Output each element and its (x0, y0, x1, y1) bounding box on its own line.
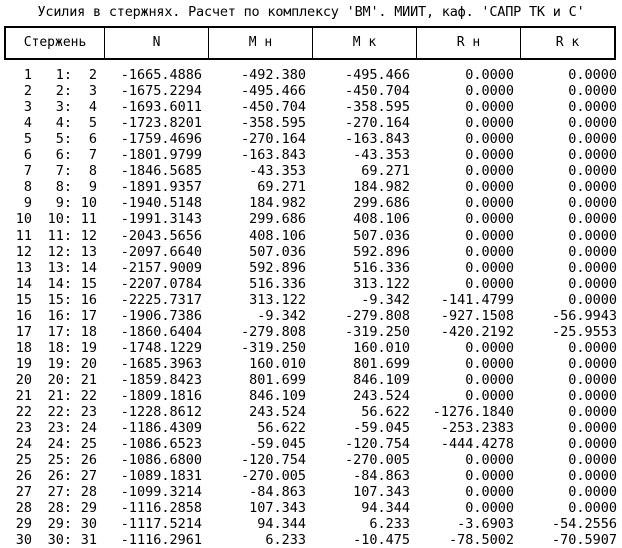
row-index: 23 (15, 420, 32, 437)
cell-r-start: 0.0000 (465, 468, 514, 485)
cell-r-start: -141.4799 (440, 291, 514, 308)
cell-r-start: -3.6903 (457, 516, 514, 533)
start-node: 24: (47, 436, 72, 453)
cell-m-end: -270.164 (344, 115, 410, 132)
row-index: 10 (15, 211, 32, 228)
table-row (0, 532, 622, 548)
cell-m-start: 846.109 (249, 388, 306, 404)
cell-m-start: 313.122 (249, 291, 306, 308)
cell-m-start: -358.595 (240, 115, 306, 132)
table-row (0, 195, 622, 211)
cell-r-end: 0.0000 (568, 259, 617, 276)
cell-m-start: -319.250 (240, 339, 306, 356)
table-row (0, 211, 622, 227)
end-node: 7 (88, 147, 97, 164)
end-node: 26 (80, 452, 97, 469)
header-member: Стержень (6, 28, 105, 58)
cell-r-start: 0.0000 (465, 452, 514, 469)
table-row (0, 436, 622, 452)
table-row (0, 163, 622, 179)
table-row (0, 468, 622, 484)
start-node: 2: (55, 83, 72, 100)
end-node: 13 (80, 243, 97, 260)
cell-m-start: 107.343 (249, 500, 306, 517)
cell-r-start: -1276.1840 (432, 404, 514, 421)
cell-r-start: 0.0000 (465, 163, 514, 180)
end-node: 11 (80, 211, 97, 228)
cell-r-end: 0.0000 (568, 99, 617, 116)
cell-r-end: -70.5907 (551, 532, 617, 548)
cell-m-end: 313.122 (353, 275, 410, 292)
start-node: 11: (47, 227, 72, 244)
cell-n: -1759.4696 (120, 131, 202, 148)
cell-m-end: 408.106 (353, 211, 410, 228)
cell-r-end: 0.0000 (568, 115, 617, 132)
row-index: 17 (15, 323, 32, 340)
header-n: N (105, 28, 209, 58)
start-node: 17: (47, 323, 72, 340)
cell-m-start: 184.982 (249, 195, 306, 212)
start-node: 6: (55, 147, 72, 164)
start-node: 9: (55, 195, 72, 212)
start-node: 12: (47, 243, 72, 260)
start-node: 21: (47, 388, 72, 404)
end-node: 2 (88, 67, 97, 83)
cell-r-start: 0.0000 (465, 243, 514, 260)
cell-m-start: 243.524 (249, 404, 306, 421)
cell-m-end: 160.010 (353, 339, 410, 356)
cell-n: -1693.6011 (120, 99, 202, 116)
cell-m-end: 846.109 (353, 371, 410, 388)
cell-m-end: 107.343 (353, 484, 410, 501)
start-node: 15: (47, 291, 72, 308)
end-node: 14 (80, 259, 97, 276)
cell-m-end: -163.843 (344, 131, 410, 148)
cell-n: -1846.5685 (120, 163, 202, 180)
cell-n: -1116.2858 (120, 500, 202, 517)
table-row (0, 404, 622, 420)
cell-m-start: -120.754 (240, 452, 306, 469)
cell-r-end: 0.0000 (568, 211, 617, 228)
cell-r-end: -54.2556 (551, 516, 617, 533)
table-row (0, 308, 622, 324)
end-node: 30 (80, 516, 97, 533)
start-node: 10: (47, 211, 72, 228)
cell-n: -1675.2294 (120, 83, 202, 100)
cell-m-end: -270.005 (344, 452, 410, 469)
start-node: 25: (47, 452, 72, 469)
cell-m-end: -358.595 (344, 99, 410, 116)
cell-n: -2225.7317 (120, 291, 202, 308)
cell-m-end: 801.699 (353, 355, 410, 372)
row-index: 26 (15, 468, 32, 485)
cell-r-start: -927.1508 (440, 307, 514, 324)
cell-m-end: -10.475 (353, 532, 410, 548)
row-index: 6 (23, 147, 32, 164)
cell-r-start: -420.2192 (440, 323, 514, 340)
cell-m-start: -495.466 (240, 83, 306, 100)
cell-m-end: -43.353 (353, 147, 410, 164)
end-node: 17 (80, 307, 97, 324)
cell-r-start: -253.2383 (440, 420, 514, 437)
cell-n: -1086.6523 (120, 436, 202, 453)
cell-r-end: 0.0000 (568, 83, 617, 100)
cell-m-start: -270.164 (240, 131, 306, 148)
row-index: 19 (15, 355, 32, 372)
end-node: 29 (80, 500, 97, 517)
cell-n: -1086.6800 (120, 452, 202, 469)
cell-m-start: 6.233 (265, 532, 306, 548)
table-row (0, 500, 622, 516)
end-node: 23 (80, 404, 97, 421)
start-node: 19: (47, 355, 72, 372)
cell-r-end: -56.9943 (551, 307, 617, 324)
cell-r-end: 0.0000 (568, 500, 617, 517)
cell-m-end: 592.896 (353, 243, 410, 260)
row-index: 25 (15, 452, 32, 469)
cell-r-start: 0.0000 (465, 355, 514, 372)
row-index: 24 (15, 436, 32, 453)
start-node: 30: (47, 532, 72, 548)
cell-r-end: 0.0000 (568, 452, 617, 469)
cell-r-end: 0.0000 (568, 131, 617, 148)
row-index: 1 (23, 67, 32, 83)
end-node: 16 (80, 291, 97, 308)
cell-n: -1117.5214 (120, 516, 202, 533)
start-node: 23: (47, 420, 72, 437)
row-index: 18 (15, 339, 32, 356)
cell-n: -1859.8423 (120, 371, 202, 388)
cell-n: -2207.0784 (120, 275, 202, 292)
cell-r-end: 0.0000 (568, 484, 617, 501)
row-index: 30 (15, 532, 32, 548)
cell-r-start: 0.0000 (465, 131, 514, 148)
cell-m-end: 56.622 (361, 404, 410, 421)
cell-r-start: 0.0000 (465, 147, 514, 164)
header-r-start: R н (417, 28, 521, 58)
cell-r-start: 0.0000 (465, 500, 514, 517)
cell-m-end: 516.336 (353, 259, 410, 276)
cell-r-start: 0.0000 (465, 484, 514, 501)
cell-r-end: 0.0000 (568, 436, 617, 453)
cell-r-start: 0.0000 (465, 211, 514, 228)
row-index: 15 (15, 291, 32, 308)
cell-m-start: -279.808 (240, 323, 306, 340)
table-row (0, 452, 622, 468)
cell-m-start: -270.005 (240, 468, 306, 485)
cell-m-end: 6.233 (369, 516, 410, 533)
start-node: 5: (55, 131, 72, 148)
cell-r-end: 0.0000 (568, 371, 617, 388)
end-node: 28 (80, 484, 97, 501)
cell-r-start: 0.0000 (465, 83, 514, 100)
row-index: 21 (15, 388, 32, 404)
end-node: 22 (80, 388, 97, 404)
cell-r-end: 0.0000 (568, 227, 617, 244)
end-node: 10 (80, 195, 97, 212)
table-row (0, 244, 622, 260)
table-row (0, 324, 622, 340)
cell-m-start: -43.353 (249, 163, 306, 180)
cell-m-end: -9.342 (361, 291, 410, 308)
table-header (4, 26, 616, 60)
start-node: 20: (47, 371, 72, 388)
row-index: 28 (15, 500, 32, 517)
cell-n: -1723.8201 (120, 115, 202, 132)
cell-m-start: 801.699 (249, 371, 306, 388)
cell-m-end: -495.466 (344, 67, 410, 83)
cell-r-start: 0.0000 (465, 195, 514, 212)
end-node: 8 (88, 163, 97, 180)
header-m-end: М к (313, 28, 417, 58)
table-row (0, 83, 622, 99)
header-r-end: R к (555, 35, 580, 50)
row-index: 2 (23, 83, 32, 100)
row-index: 9 (23, 195, 32, 212)
row-index: 4 (23, 115, 32, 132)
cell-m-start: 56.622 (257, 420, 306, 437)
cell-r-end: 0.0000 (568, 147, 617, 164)
cell-m-start: 94.344 (257, 516, 306, 533)
end-node: 3 (88, 83, 97, 100)
cell-m-end: -450.704 (344, 83, 410, 100)
cell-r-start: 0.0000 (465, 339, 514, 356)
cell-m-start: -59.045 (249, 436, 306, 453)
cell-n: -2043.5656 (120, 227, 202, 244)
cell-m-start: 69.271 (257, 179, 306, 196)
start-node: 22: (47, 404, 72, 421)
start-node: 28: (47, 500, 72, 517)
end-node: 15 (80, 275, 97, 292)
cell-r-start: 0.0000 (465, 115, 514, 132)
row-index: 11 (15, 227, 32, 244)
cell-r-end: 0.0000 (568, 243, 617, 260)
cell-r-end: 0.0000 (568, 291, 617, 308)
cell-r-start: 0.0000 (465, 67, 514, 83)
end-node: 20 (80, 355, 97, 372)
table-row (0, 340, 622, 356)
cell-r-end: 0.0000 (568, 179, 617, 196)
start-node: 16: (47, 307, 72, 324)
window-title: Усилия в стержнях. Расчет по комплексу 'ВМ'. МИИТ, каф. 'САПР ТК и С' (37, 4, 585, 20)
table-row (0, 276, 622, 292)
row-index: 5 (23, 131, 32, 148)
start-node: 3: (55, 99, 72, 116)
start-node: 18: (47, 339, 72, 356)
end-node: 25 (80, 436, 97, 453)
table-row (0, 147, 622, 163)
row-index: 13 (15, 259, 32, 276)
cell-n: -1940.5148 (120, 195, 202, 212)
cell-m-end: -319.250 (344, 323, 410, 340)
cell-r-end: 0.0000 (568, 355, 617, 372)
table-row (0, 372, 622, 388)
cell-r-end: 0.0000 (568, 388, 617, 404)
cell-n: -1089.1831 (120, 468, 202, 485)
cell-m-start: 160.010 (249, 355, 306, 372)
end-node: 5 (88, 115, 97, 132)
cell-r-end: 0.0000 (568, 163, 617, 180)
cell-n: -1228.8612 (120, 404, 202, 421)
cell-m-start: 299.686 (249, 211, 306, 228)
table-row (0, 260, 622, 276)
cell-n: -1099.3214 (120, 484, 202, 501)
cell-m-end: 94.344 (361, 500, 410, 517)
table-row (0, 99, 622, 115)
cell-m-end: -59.045 (353, 420, 410, 437)
table-row (0, 516, 622, 532)
table-row (0, 356, 622, 372)
cell-r-start: 0.0000 (465, 259, 514, 276)
cell-r-end: 0.0000 (568, 339, 617, 356)
cell-r-end: 0.0000 (568, 275, 617, 292)
row-index: 14 (15, 275, 32, 292)
cell-r-start: 0.0000 (465, 179, 514, 196)
table-row (0, 484, 622, 500)
end-node: 24 (80, 420, 97, 437)
cell-m-start: -9.342 (257, 307, 306, 324)
row-index: 27 (15, 484, 32, 501)
cell-r-end: 0.0000 (568, 468, 617, 485)
start-node: 27: (47, 484, 72, 501)
cell-m-start: 516.336 (249, 275, 306, 292)
start-node: 26: (47, 468, 72, 485)
header-m-start: М н (209, 28, 313, 58)
row-index: 12 (15, 243, 32, 260)
end-node: 19 (80, 339, 97, 356)
cell-n: -2157.9009 (120, 259, 202, 276)
cell-m-start: -163.843 (240, 147, 306, 164)
cell-m-end: -84.863 (353, 468, 410, 485)
cell-r-start: 0.0000 (465, 227, 514, 244)
end-node: 6 (88, 131, 97, 148)
cell-m-start: -450.704 (240, 99, 306, 116)
cell-m-end: 299.686 (353, 195, 410, 212)
start-node: 4: (55, 115, 72, 132)
cell-n: -2097.6640 (120, 243, 202, 260)
cell-m-start: 507.036 (249, 243, 306, 260)
cell-n: -1891.9357 (120, 179, 202, 196)
cell-r-start: -78.5002 (448, 532, 514, 548)
end-node: 12 (80, 227, 97, 244)
table-row (0, 388, 622, 404)
cell-n: -1685.3963 (120, 355, 202, 372)
cell-n: -1860.6404 (120, 323, 202, 340)
cell-m-end: 243.524 (353, 388, 410, 404)
cell-r-start: 0.0000 (465, 275, 514, 292)
row-index: 20 (15, 371, 32, 388)
cell-m-end: -120.754 (344, 436, 410, 453)
cell-n: -1906.7386 (120, 307, 202, 324)
row-index: 3 (23, 99, 32, 116)
cell-n: -1991.3143 (120, 211, 202, 228)
end-node: 31 (80, 532, 97, 548)
cell-r-end: -25.9553 (551, 323, 617, 340)
table-row (0, 115, 622, 131)
cell-r-end: 0.0000 (568, 67, 617, 83)
cell-r-start: 0.0000 (465, 371, 514, 388)
cell-r-start: 0.0000 (465, 388, 514, 404)
start-node: 14: (47, 275, 72, 292)
row-index: 29 (15, 516, 32, 533)
cell-n: -1809.1816 (120, 388, 202, 404)
start-node: 1: (55, 67, 72, 83)
start-node: 7: (55, 163, 72, 180)
cell-m-start: 592.896 (249, 259, 306, 276)
end-node: 9 (88, 179, 97, 196)
table-row (0, 420, 622, 436)
row-index: 8 (23, 179, 32, 196)
cell-r-end: 0.0000 (568, 420, 617, 437)
cell-m-end: 69.271 (361, 163, 410, 180)
table-row (0, 179, 622, 195)
start-node: 13: (47, 259, 72, 276)
table-row (0, 131, 622, 147)
end-node: 21 (80, 371, 97, 388)
start-node: 8: (55, 179, 72, 196)
cell-r-end: 0.0000 (568, 195, 617, 212)
row-index: 7 (23, 163, 32, 180)
table-row (0, 292, 622, 308)
end-node: 4 (88, 99, 97, 116)
table-row (0, 67, 622, 83)
row-index: 16 (15, 307, 32, 324)
cell-m-start: -492.380 (240, 67, 306, 83)
cell-n: -1186.4309 (120, 420, 202, 437)
cell-r-end: 0.0000 (568, 404, 617, 421)
cell-n: -1116.2961 (120, 532, 202, 548)
cell-n: -1801.9799 (120, 147, 202, 164)
cell-r-start: -444.4278 (440, 436, 514, 453)
end-node: 18 (80, 323, 97, 340)
cell-r-start: 0.0000 (465, 99, 514, 116)
row-index: 22 (15, 404, 32, 421)
cell-m-end: -279.808 (344, 307, 410, 324)
end-node: 27 (80, 468, 97, 485)
cell-n: -1665.4886 (120, 67, 202, 83)
cell-m-start: 408.106 (249, 227, 306, 244)
cell-m-end: 184.982 (353, 179, 410, 196)
cell-m-end: 507.036 (353, 227, 410, 244)
cell-m-start: -84.863 (249, 484, 306, 501)
cell-n: -1748.1229 (120, 339, 202, 356)
table-row (0, 228, 622, 244)
start-node: 29: (47, 516, 72, 533)
